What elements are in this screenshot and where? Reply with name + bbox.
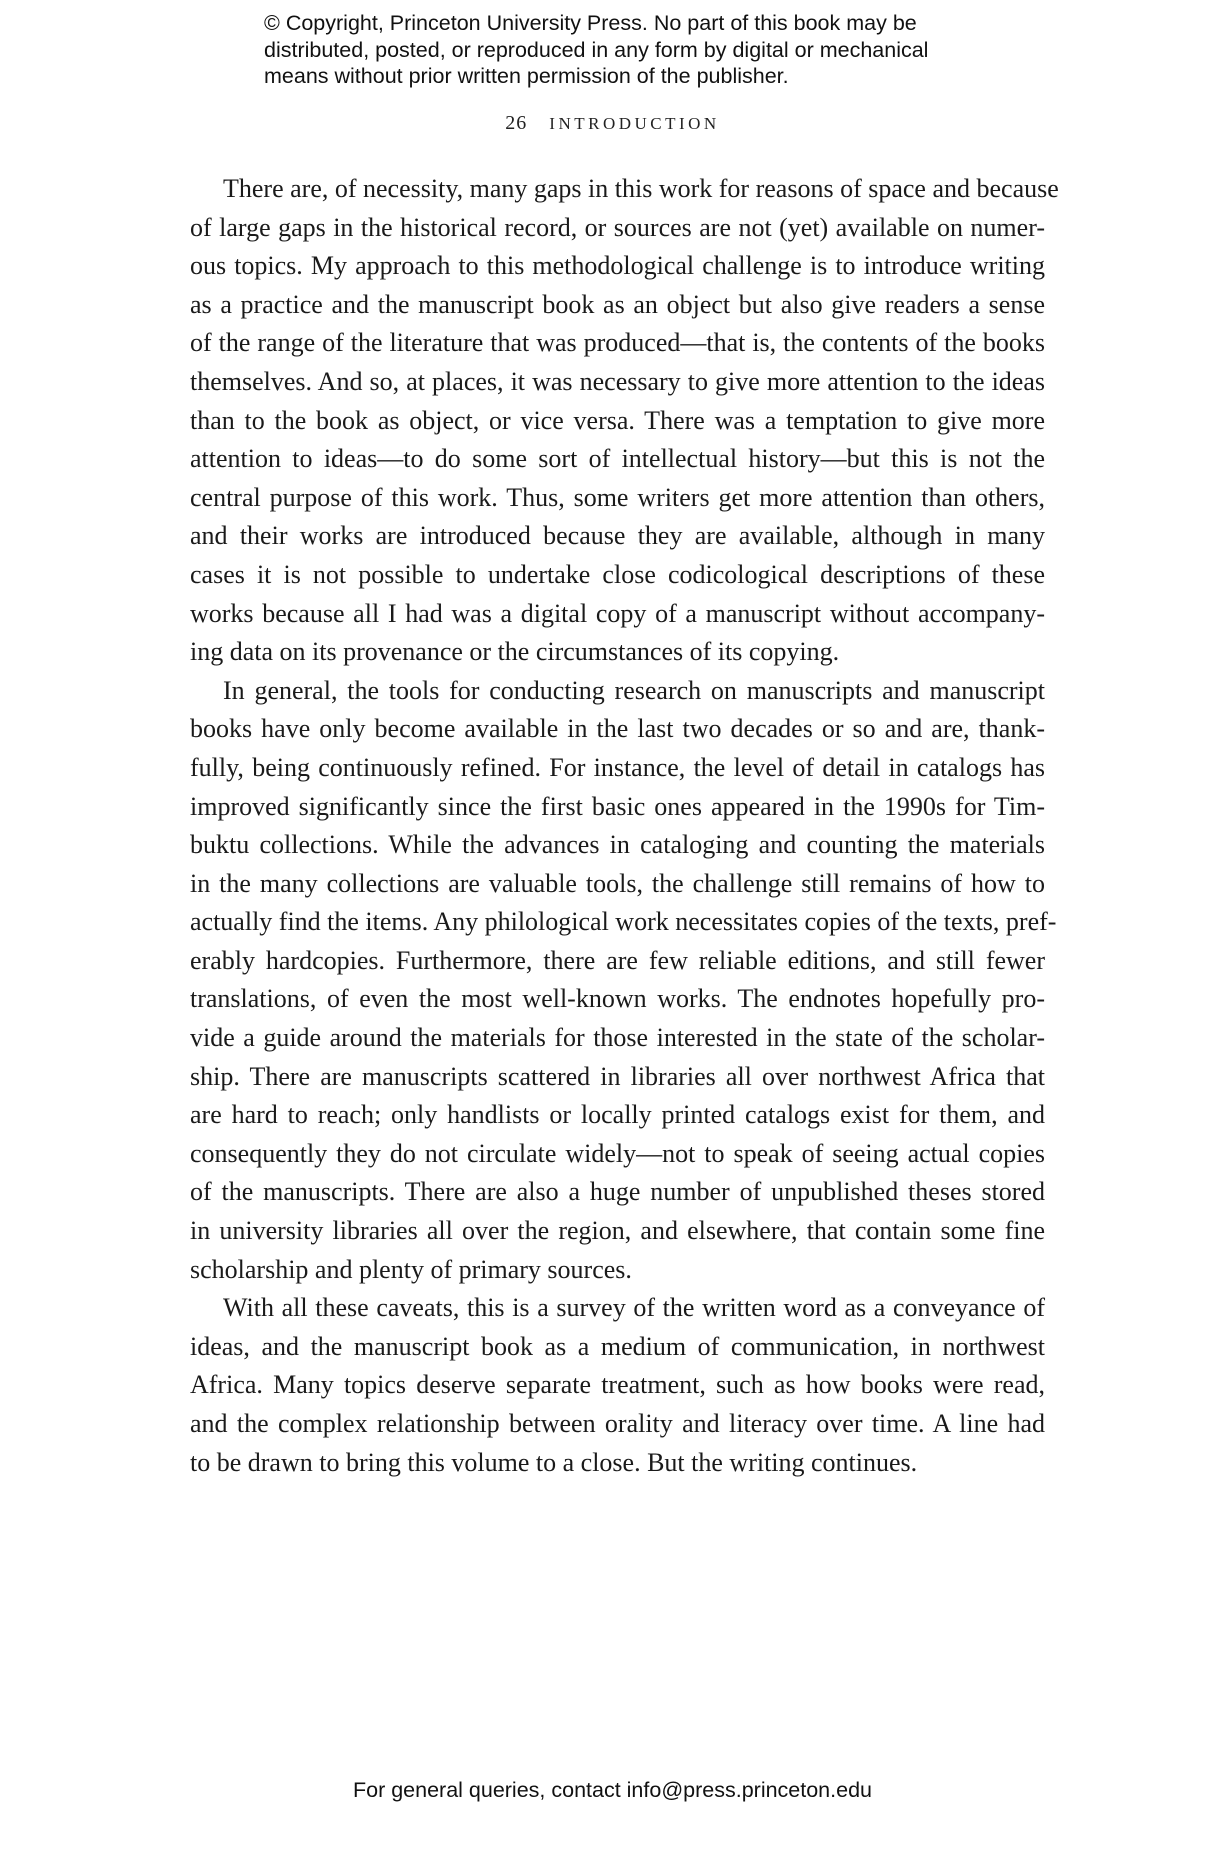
text-line: cases it is not possible to undertake close codicological descriptions of these [190, 559, 1045, 589]
paragraph [190, 170, 1059, 672]
text-line: scholarship and plenty of primary sources. [190, 1254, 632, 1284]
paragraph [190, 672, 1057, 1290]
text-line: ing data on its provenance or the circumstances of its copying. [190, 637, 840, 667]
text-line: improved significantly since the first basic ones appeared in the 1990s for Tim- [190, 791, 1045, 821]
text-line: of the range of the literature that was produced—that is, the contents of the books [190, 328, 1045, 358]
body-text [190, 170, 1059, 1482]
text-line: actually find the items. Any philological work necessitates copies of the texts, pref- [190, 907, 1057, 937]
text-line: Africa. Many topics deserve separate treatment, such as how books were read, [190, 1370, 1045, 1400]
text-line: themselves. And so, at places, it was necessary to give more attention to the ideas [190, 366, 1045, 396]
text-line: in university libraries all over the region, and elsewhere, that contain some fine [190, 1216, 1045, 1246]
text-line: of large gaps in the historical record, or sources are not (yet) available on numer- [190, 212, 1045, 242]
text-line: are hard to reach; only handlists or locally printed catalogs exist for them, and [190, 1100, 1045, 1130]
running-head [0, 112, 1225, 135]
text-line: and the complex relationship between orality and literacy over time. A line had [190, 1409, 1045, 1438]
text-line: translations, of even the most well-known works. The endnotes hopefully pro- [190, 984, 1045, 1014]
text-line: There are, of necessity, many gaps in this work for reasons of space and because [223, 174, 1059, 203]
copyright-line: distributed, posted, or reproduced in any form by digital or mechanical [264, 37, 929, 62]
text-line: ship. There are manuscripts scattered in libraries all over northwest Africa that [190, 1061, 1045, 1091]
text-line: ideas, and the manuscript book as a medium of communication, in northwest [190, 1331, 1045, 1361]
text-line: consequently they do not circulate widely—not to speak of seeing actual copies [190, 1138, 1045, 1168]
text-line: to be drawn to bring this volume to a close. But the writing continues. [190, 1447, 918, 1477]
footer-contact: For general queries, contact info@press.princeton.edu [352, 1778, 872, 1802]
text-line: In general, the tools for conducting research on manuscripts and manuscript [223, 675, 1045, 705]
text-line: in the many collections are valuable tools, the challenge still remains of how to [190, 868, 1045, 898]
text-line: ous topics. My approach to this methodological challenge is to introduce writing [190, 251, 1045, 281]
copyright-line: © Copyright, Princeton University Press. No part of this book may be [264, 11, 917, 35]
page-number: 26 [505, 112, 528, 134]
text-line: fully, being continuously refined. For instance, the level of detail in catalogs has [190, 752, 1045, 782]
text-line: works because all I had was a digital copy of a manuscript without accompany- [190, 598, 1045, 628]
section-title: INTRODUCTION [549, 114, 720, 133]
text-line: attention to ideas—to do some sort of intellectual history—but this is not the [190, 444, 1045, 474]
copyright-notice [264, 10, 984, 90]
text-line: and their works are introduced because they are available, although in many [190, 521, 1045, 551]
paragraph [190, 1289, 1045, 1482]
text-line: With all these caveats, this is a survey of the written word as a conveyance of [223, 1293, 1045, 1323]
text-line: of the manuscripts. There are also a huge number of unpublished theses stored [190, 1177, 1045, 1207]
text-line: erably hardcopies. Furthermore, there are few reliable editions, and still fewer [190, 945, 1045, 975]
text-line: central purpose of this work. Thus, some writers get more attention than others, [190, 482, 1045, 512]
text-line: buktu collections. While the advances in cataloging and counting the materials [190, 830, 1045, 860]
text-line: as a practice and the manuscript book as an object but also give readers a sense [190, 289, 1045, 319]
text-line: than to the book as object, or vice versa. There was a temptation to give more [190, 405, 1045, 435]
text-line: vide a guide around the materials for those interested in the state of the scholar- [190, 1023, 1045, 1053]
text-line: books have only become available in the last two decades or so and are, thank- [190, 714, 1045, 744]
copyright-line: means without prior written permission of the publisher. [264, 64, 789, 88]
